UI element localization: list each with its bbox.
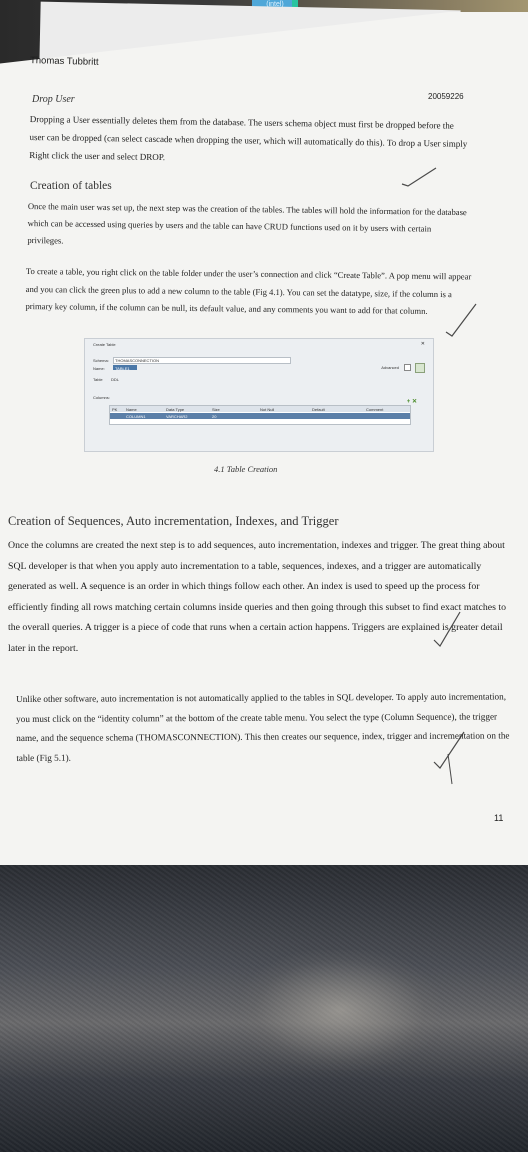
screenshot-title: Create Table bbox=[93, 342, 116, 347]
close-icon: ✕ bbox=[420, 341, 425, 347]
student-id: 20059226 bbox=[428, 92, 464, 101]
name-label: Name: bbox=[93, 366, 105, 371]
ddl-tab: DDL bbox=[111, 377, 120, 382]
sequences-heading: Creation of Sequences, Auto incrementation, Indexes, and Trigger bbox=[8, 514, 339, 528]
carpet-highlight bbox=[240, 950, 440, 1070]
tables-heading: Creation of tables bbox=[30, 180, 112, 192]
tables-paragraph-1: Once the main user was set up, the next step was the creation of the tables. The tables will hold the information for the database which can be accessed using queries by users and the table can have CRUD functions used on it by users with certain privileges. bbox=[27, 200, 467, 246]
author-name: Thomas Tubbritt bbox=[29, 55, 99, 68]
schema-value: THOMASCONNECTION bbox=[115, 358, 159, 363]
col-default: Default bbox=[312, 407, 325, 412]
col-pk: PK bbox=[112, 407, 118, 412]
check-mark-1 bbox=[400, 166, 440, 188]
add-column-plus-icon: + ✕ bbox=[406, 399, 417, 405]
advanced-icon bbox=[415, 363, 425, 373]
name-value: TABLE1 bbox=[115, 366, 130, 371]
intel-badge: (intel) bbox=[252, 0, 298, 10]
check-mark-2 bbox=[444, 302, 480, 344]
col-type: Data Type bbox=[166, 407, 185, 412]
row-name: COLUMN1 bbox=[126, 414, 146, 419]
col-name: Name bbox=[126, 407, 137, 412]
advanced-checkbox bbox=[404, 364, 411, 371]
table-tab: Table bbox=[93, 377, 103, 382]
col-comment: Comment bbox=[366, 407, 384, 412]
drop-user-paragraph: Dropping a User essentially deletes them from the database. The users schema object must first be dropped before the user can be dropped (can select cascade when dropping the user, which will automatically do this). To drop a User simply Right click the user and select DROP. bbox=[29, 113, 468, 163]
sequences-paragraph-1: Once the columns are created the next step is to add sequences, auto incrementation, indexes and trigger. The great thing about SQL developer is that when you apply auto incrementation to a table, sequences, indexes, and a trigger are automatically generated as well. A sequence is an order in which things follow each other. An index is used to speed up the process for efficiently finding all rows matching certain columns inside queries and then going through this subset to find exact matches to the overall queries. A trigger is a piece of code that runs when a certain action happens. Triggers are explained is greater detail later in the report. bbox=[8, 540, 506, 654]
tables-paragraph-2: To create a table, you right click on the table folder under the user’s connection and click “Create Table”. A pop menu will appear and you can click the green plus to add a new column to the table (Fig 4.1). You can set the datatype, size, if the column is a primary key column, if the column can be null, its default value, and any comments you want to add for that column. bbox=[25, 265, 472, 316]
sequences-paragraph-2: Unlike other software, auto incrementation is not automatically applied to the tables in SQL developer. To apply auto incrementation, you must click on the “identity column” at the bottom of the create table menu. You select the type (Column Sequence), the trigger name, and the sequence schema (THOMASCONNECTION). This then creates our sequence, index, trigger and incrementation on the table (Fig 5.1). bbox=[16, 691, 510, 763]
advanced-label: Advanced bbox=[381, 365, 399, 370]
col-notnull: Not Null bbox=[260, 407, 275, 412]
columns-label: Columns: bbox=[93, 395, 110, 400]
schema-label: Schema: bbox=[93, 358, 109, 363]
row-size: 20 bbox=[212, 414, 217, 419]
row-type: VARCHAR2 bbox=[166, 414, 188, 419]
columns-grid bbox=[109, 405, 411, 425]
figure-caption: 4.1 Table Creation bbox=[214, 464, 278, 474]
create-table-screenshot bbox=[84, 338, 434, 452]
drop-user-heading: Drop User bbox=[32, 94, 75, 105]
page-number: 11 bbox=[494, 813, 504, 823]
col-size: Size bbox=[212, 407, 220, 412]
